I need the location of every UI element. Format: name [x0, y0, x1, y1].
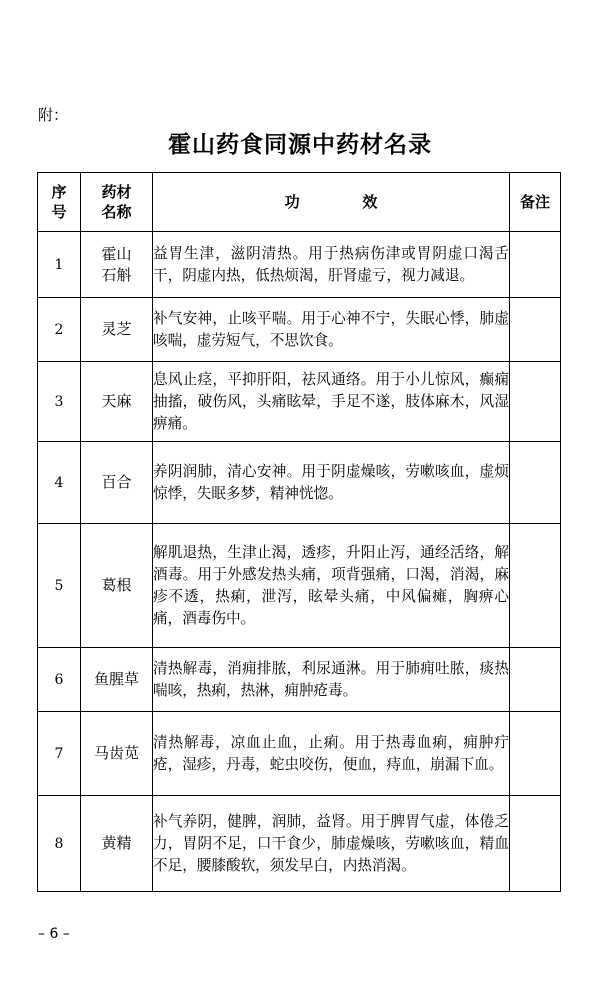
herb-note — [510, 712, 561, 796]
herb-name: 霍山 石斛 — [81, 232, 153, 298]
row-number: 1 — [38, 232, 81, 298]
herb-effect: 息风止痉，平抑肝阳，祛风通络。用于小儿惊风，癫痫抽搐，破伤风，头痛眩晕，手足不遂，肢体麻木，风湿痹痛。 — [153, 362, 510, 442]
herb-name: 天麻 — [81, 362, 153, 442]
herb-name: 百合 — [81, 442, 153, 524]
row-number: 7 — [38, 712, 81, 796]
herb-effect: 清热解毒，凉血止血，止痢。用于热毒血痢，痈肿疔疮，湿疹，丹毒，蛇虫咬伤，便血，痔血，崩漏下血。 — [153, 712, 510, 796]
herb-name: 灵芝 — [81, 298, 153, 362]
table-row — [38, 362, 561, 442]
herb-effect: 清热解毒，消痈排脓，利尿通淋。用于肺痈吐脓，痰热喘咳，热痢，热淋，痈肿疮毒。 — [153, 648, 510, 712]
row-number: 5 — [38, 524, 81, 648]
herb-name: 马齿苋 — [81, 712, 153, 796]
appendix-label: 附： — [38, 106, 69, 124]
row-number: 3 — [38, 362, 81, 442]
header-note: 备注 — [510, 173, 561, 232]
herb-note — [510, 232, 561, 298]
herb-name: 葛根 — [81, 524, 153, 648]
herb-note — [510, 796, 561, 892]
herb-note — [510, 298, 561, 362]
header-no: 序 号 — [38, 173, 81, 232]
herb-note — [510, 362, 561, 442]
table-row — [38, 232, 561, 298]
row-number: 2 — [38, 298, 81, 362]
herb-table — [37, 172, 561, 892]
page-title: 霍山药食同源中药材名录 — [168, 132, 432, 158]
row-number: 4 — [38, 442, 81, 524]
table-row — [38, 796, 561, 892]
herb-effect: 解肌退热，生津止渴，透疹，升阳止泻，通经活络，解酒毒。用于外感发热头痛，项背强痛，口渴，消渴，麻疹不透，热痢，泄泻，眩晕头痛，中风偏瘫，胸痹心痛，酒毒伤中。 — [153, 524, 510, 648]
herb-name: 黄精 — [81, 796, 153, 892]
herb-note — [510, 524, 561, 648]
table-header-row — [38, 173, 561, 232]
row-number: 6 — [38, 648, 81, 712]
herb-effect: 补气养阴，健脾，润肺，益肾。用于脾胃气虚，体倦乏力，胃阴不足，口干食少，肺虚燥咳，劳嗽咳血，精血不足，腰膝酸软，须发早白，内热消渴。 — [153, 796, 510, 892]
header-name: 药材 名称 — [81, 173, 153, 232]
table-row — [38, 524, 561, 648]
herb-effect: 益胃生津，滋阴清热。用于热病伤津或胃阴虚口渴舌干，阴虚内热，低热烦渴，肝肾虚亏，视力减退。 — [153, 232, 510, 298]
herb-note — [510, 442, 561, 524]
header-effect: 功 效 — [153, 173, 510, 232]
herb-note — [510, 648, 561, 712]
table-row — [38, 298, 561, 362]
herb-effect: 补气安神，止咳平喘。用于心神不宁，失眠心悸，肺虚咳喘，虚劳短气，不思饮食。 — [153, 298, 510, 362]
table-row — [38, 442, 561, 524]
herb-name: 鱼腥草 — [81, 648, 153, 712]
table-row — [38, 648, 561, 712]
table-row — [38, 712, 561, 796]
row-number: 8 — [38, 796, 81, 892]
page-number: – 6 – — [38, 926, 70, 942]
herb-effect: 养阴润肺，清心安神。用于阴虚燥咳，劳嗽咳血，虚烦惊悸，失眠多梦，精神恍惚。 — [153, 442, 510, 524]
